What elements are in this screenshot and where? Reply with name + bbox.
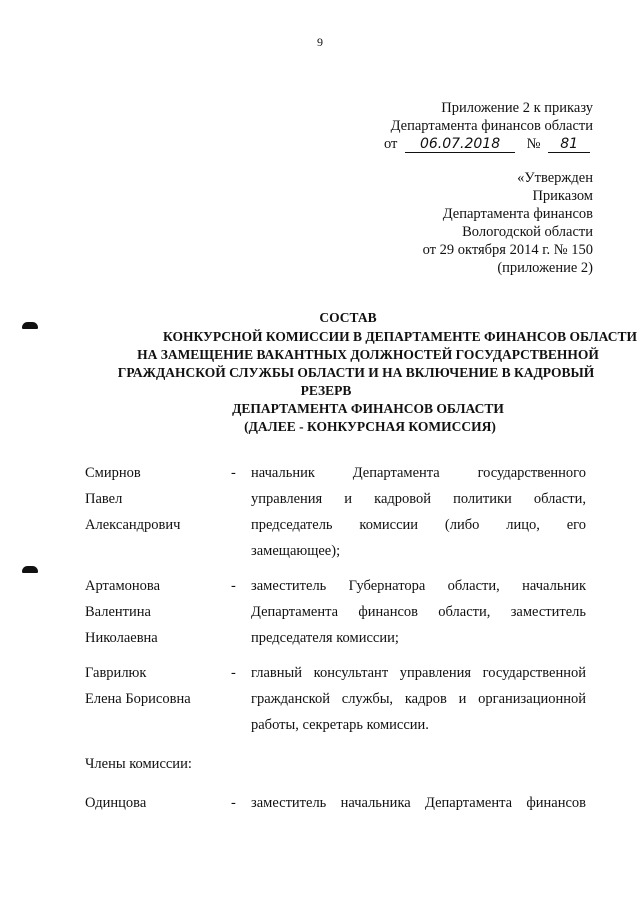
- appendix-line-2: Департамента финансов области: [390, 118, 593, 134]
- member-name-line: Павел: [85, 491, 123, 507]
- title-line: НА ЗАМЕЩЕНИЕ ВАКАНТНЫХ ДОЛЖНОСТЕЙ ГОСУДАРСТВЕННОЙ: [137, 347, 599, 362]
- title-line: РЕЗЕРВ: [300, 383, 352, 398]
- approval-line: Департамента финансов: [442, 206, 593, 222]
- member-duty-line: гражданской службы, кадров и организационной: [251, 691, 586, 707]
- approval-line: Приказом: [532, 188, 593, 204]
- member-name-line: Александрович: [85, 517, 181, 533]
- appendix-line-1: Приложение 2 к приказу: [441, 100, 593, 116]
- member-duty-line: управления и кадровой политики области,: [251, 491, 586, 507]
- member-duty-line: заместитель начальника Департамента финансов: [251, 795, 586, 811]
- number-prefix: №: [526, 136, 541, 152]
- member-duty-line: Департамента финансов области, заместитель: [251, 604, 586, 620]
- title-line: (ДАЛЕЕ - КОНКУРСНАЯ КОМИССИЯ): [244, 419, 496, 434]
- member-duty-line: работы, секретарь комиссии.: [251, 717, 429, 733]
- page-number: 9: [317, 35, 323, 49]
- order-date-line: [384, 136, 590, 153]
- hole-punch-mark: [22, 566, 38, 573]
- member-duty-line: заместитель Губернатора области, начальник: [251, 578, 586, 594]
- member-name-line: Елена Борисовна: [85, 691, 191, 707]
- member-name-line: Артамонова: [85, 578, 161, 594]
- member-name-line: Одинцова: [85, 795, 147, 811]
- approval-line: «Утвержден: [517, 170, 593, 186]
- member-duty-line: начальник Департамента государственного: [251, 465, 586, 481]
- approval-line: от 29 октября 2014 г. № 150: [422, 242, 593, 258]
- member-name-line: Николаевна: [85, 630, 158, 646]
- title-line: ГРАЖДАНСКОЙ СЛУЖБЫ ОБЛАСТИ И НА ВКЛЮЧЕНИЕ В КАДРОВЫЙ: [117, 365, 595, 380]
- title-line: ДЕПАРТАМЕНТА ФИНАНСОВ ОБЛАСТИ: [232, 401, 504, 416]
- member-dash: -: [231, 665, 236, 681]
- member-duty-line: главный консультант управления государственной: [251, 665, 586, 681]
- members-heading: Члены комиссии:: [85, 756, 192, 772]
- member-duty-line: председатель комиссии (либо лицо, его: [251, 517, 586, 533]
- title-line: СОСТАВ: [319, 310, 377, 325]
- member-name-line: Валентина: [85, 604, 151, 620]
- approval-line: (приложение 2): [497, 260, 593, 276]
- member-duty-line: председателя комиссии;: [251, 630, 399, 646]
- member-dash: -: [231, 465, 236, 481]
- member-dash: -: [231, 795, 236, 811]
- order-date-value: 06.07.2018: [405, 136, 515, 153]
- member-name-line: Смирнов: [85, 465, 141, 481]
- member-name-line: Гаврилюк: [85, 665, 147, 681]
- member-duty-line: замещающее);: [251, 543, 341, 559]
- member-dash: -: [231, 578, 236, 594]
- approval-line: Вологодской области: [462, 224, 593, 240]
- title-line: КОНКУРСНОЙ КОМИССИИ В ДЕПАРТАМЕНТЕ ФИНАНСОВ ОБЛАСТИ: [163, 329, 637, 344]
- order-number-value: 81: [548, 136, 590, 153]
- date-prefix: от: [384, 136, 398, 152]
